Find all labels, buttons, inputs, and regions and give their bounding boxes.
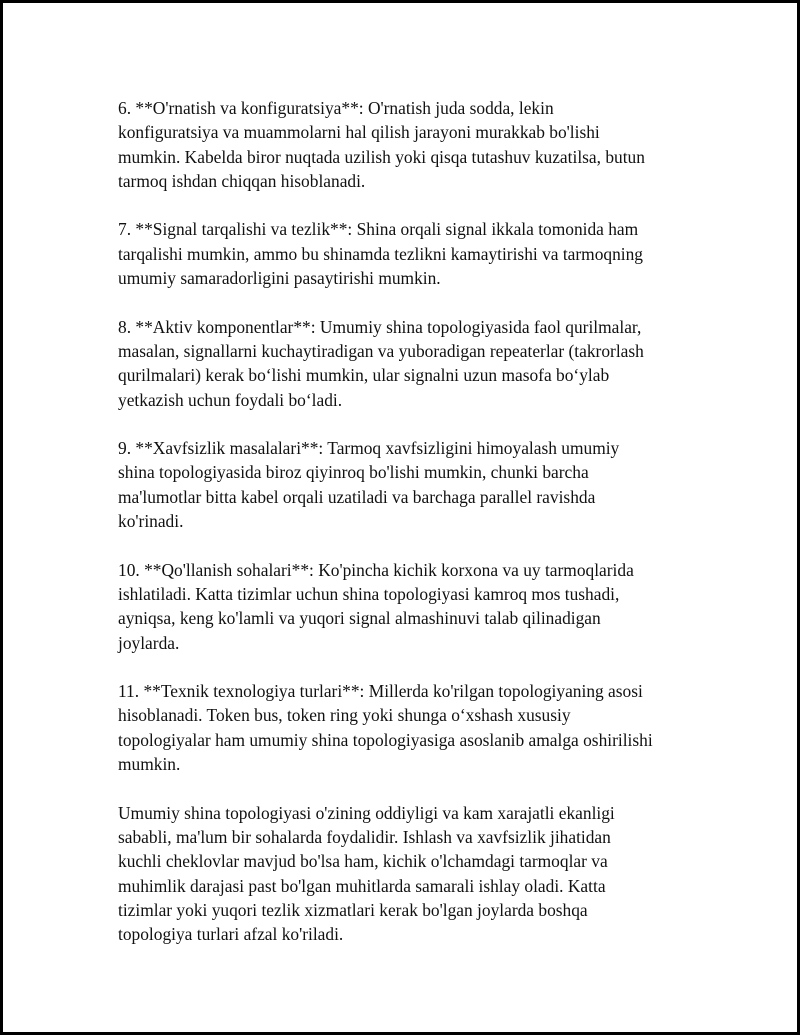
document-body bbox=[118, 96, 703, 946]
paragraph-technology-types: 11. **Texnik texnologiya turlari**: Millerda ko'rilgan topologiyaning asosi hisoblanadi. Token bus, token ring yoki shunga o‘xshash xususiy topologiyalar ham umumiy shina topologiyasiga asoslanib amalga oshirilishi mumkin. bbox=[118, 681, 653, 775]
paragraph-conclusion: Umumiy shina topologiyasi o'zining oddiyligi va kam xarajatli ekanligi sababli, ma'lum bir sohalarda foydalidir. Ishlash va xavfsizlik jihatidan kuchli cheklovlar mavjud bo'lsa ham, kichik o'lchamdagi tarmoqlar va muhimlik darajasi past bo'lgan muhitlarda samarali ishlay oladi. Katta tizimlar yoki yuqori tezlik xizmatlari kerak bo'lgan joylarda boshqa topologiya turlari afzal ko'riladi. bbox=[118, 802, 615, 945]
paragraph-installation-configuration: 6. **O'rnatish va konfiguratsiya**: O'rnatish juda sodda, lekin konfiguratsiya va muammolarni hal qilish jarayoni murakkab bo'lishi mumkin. Kabelda biror nuqtada uzilish yoki qisqa tutashuv kuzatilsa, butun tarmoq ishdan chiqqan hisoblanadi. bbox=[118, 98, 645, 191]
paragraph-signal-propagation-speed: 7. **Signal tarqalishi va tezlik**: Shina orqali signal ikkala tomonida ham tarqalishi mumkin, ammo bu shinamda tezlikni kamaytirishi va tarmoqning umumiy samaradorligini pasaytirishi mumkin. bbox=[118, 219, 644, 289]
paragraph-application-areas: 10. **Qo'llanish sohalari**: Ko'pincha kichik korxona va uy tarmoqlarida ishlatiladi. Katta tizimlar uchun shina topologiyasi kamroq mos tushadi, ayniqsa, keng ko'lamli va yuqori signal almashinuvi talab qilinadigan joylarda. bbox=[118, 559, 634, 653]
paragraph-security-issues: 9. **Xavfsizlik masalalari**: Tarmoq xavfsizligini himoyalash umumiy shina topologiyasida biroz qiyinroq bo'lishi mumkin, chunki barcha ma'lumotlar bitta kabel orqali uzatiladi va barchaga parallel ravishda ko'rinadi. bbox=[118, 438, 620, 532]
paragraph-active-components: 8. **Aktiv komponentlar**: Umumiy shina topologiyasida faol qurilmalar, masalan, signallarni kuchaytiradigan va yuboradigan repeaterlar (takrorlash qurilmalari) kerak bo‘lishi mumkin, ular signalni uzun masofa bo‘ylab yetkazish uchun foydali bo‘ladi. bbox=[118, 316, 644, 410]
